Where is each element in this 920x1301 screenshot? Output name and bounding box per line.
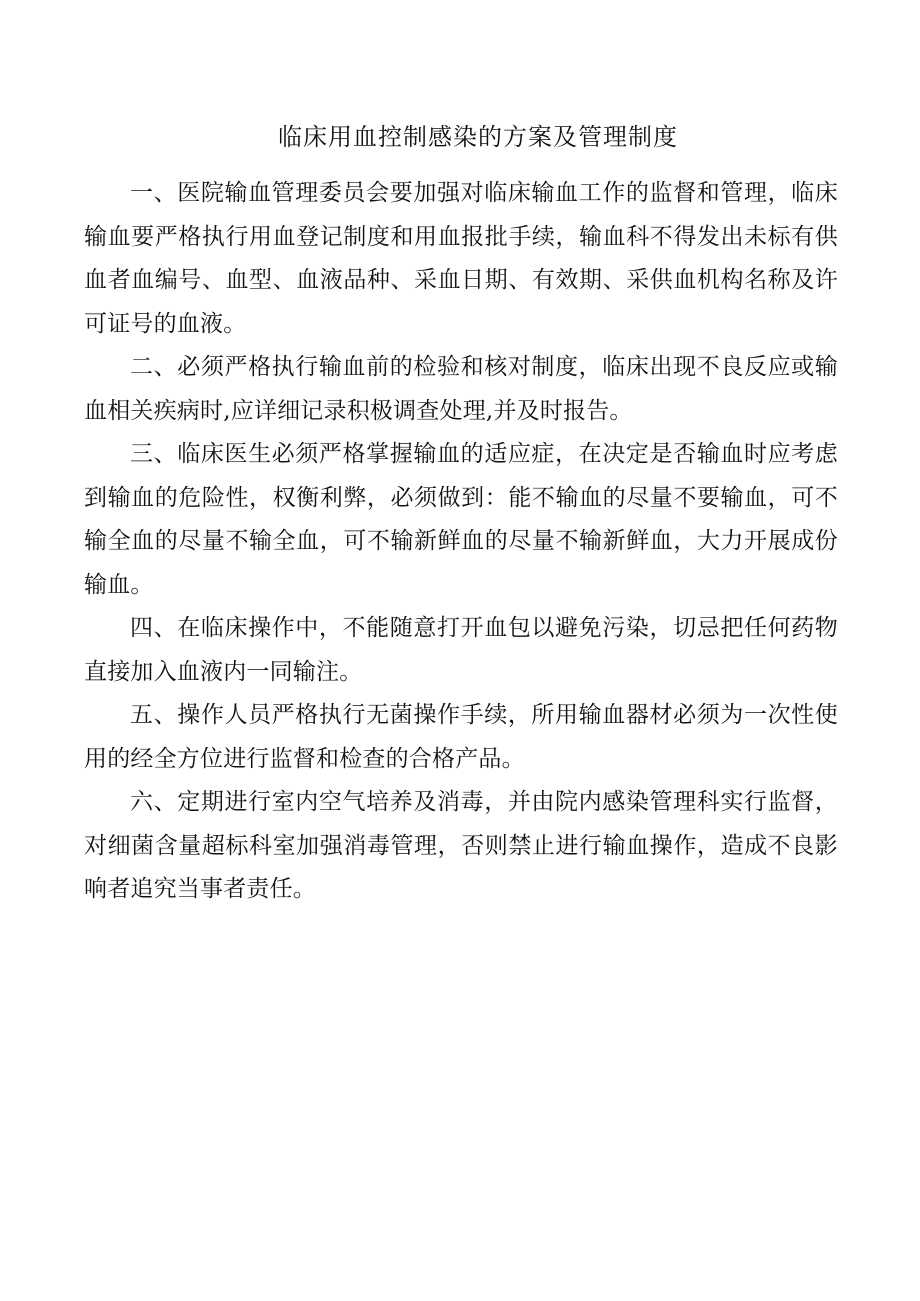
document-page <box>84 116 838 912</box>
paragraph-2: 二、必须严格执行输血前的检验和核对制度，临床出现不良反应或输血相关疾病时,应详细记录积极调查处理,并及时报告。 <box>84 354 838 424</box>
paragraph-6: 六、定期进行室内空气培养及消毒，并由院内感染管理科实行监督，对细菌含量超标科室加强消毒管理，否则禁止进行输血操作，造成不良影响者追究当事者责任。 <box>84 789 838 902</box>
paragraph-5: 五、操作人员严格执行无菌操作手续，所用输血器材必须为一次性使用的经全方位进行监督和检查的合格产品。 <box>84 702 838 772</box>
paragraph-4: 四、在临床操作中，不能随意打开血包以避免污染，切忌把任何药物直接加入血液内一同输注。 <box>84 615 838 685</box>
document-title: 临床用血控制感染的方案及管理制度 <box>278 123 678 151</box>
paragraph-1: 一、医院输血管理委员会要加强对临床输血工作的监督和管理，临床输血要严格执行用血登记制度和用血报批手续，输血科不得发出未标有供血者血编号、血型、血液品种、采血日期、有效期、采供血机构名称及许可证号的血液。 <box>84 180 838 337</box>
paragraph-3: 三、临床医生必须严格掌握输血的适应症，在决定是否输血时应考虑到输血的危险性，权衡利弊，必须做到：能不输血的尽量不要输血，可不输全血的尽量不输全血，可不输新鲜血的尽量不输新鲜血，大力开展成份输血。 <box>84 441 838 598</box>
